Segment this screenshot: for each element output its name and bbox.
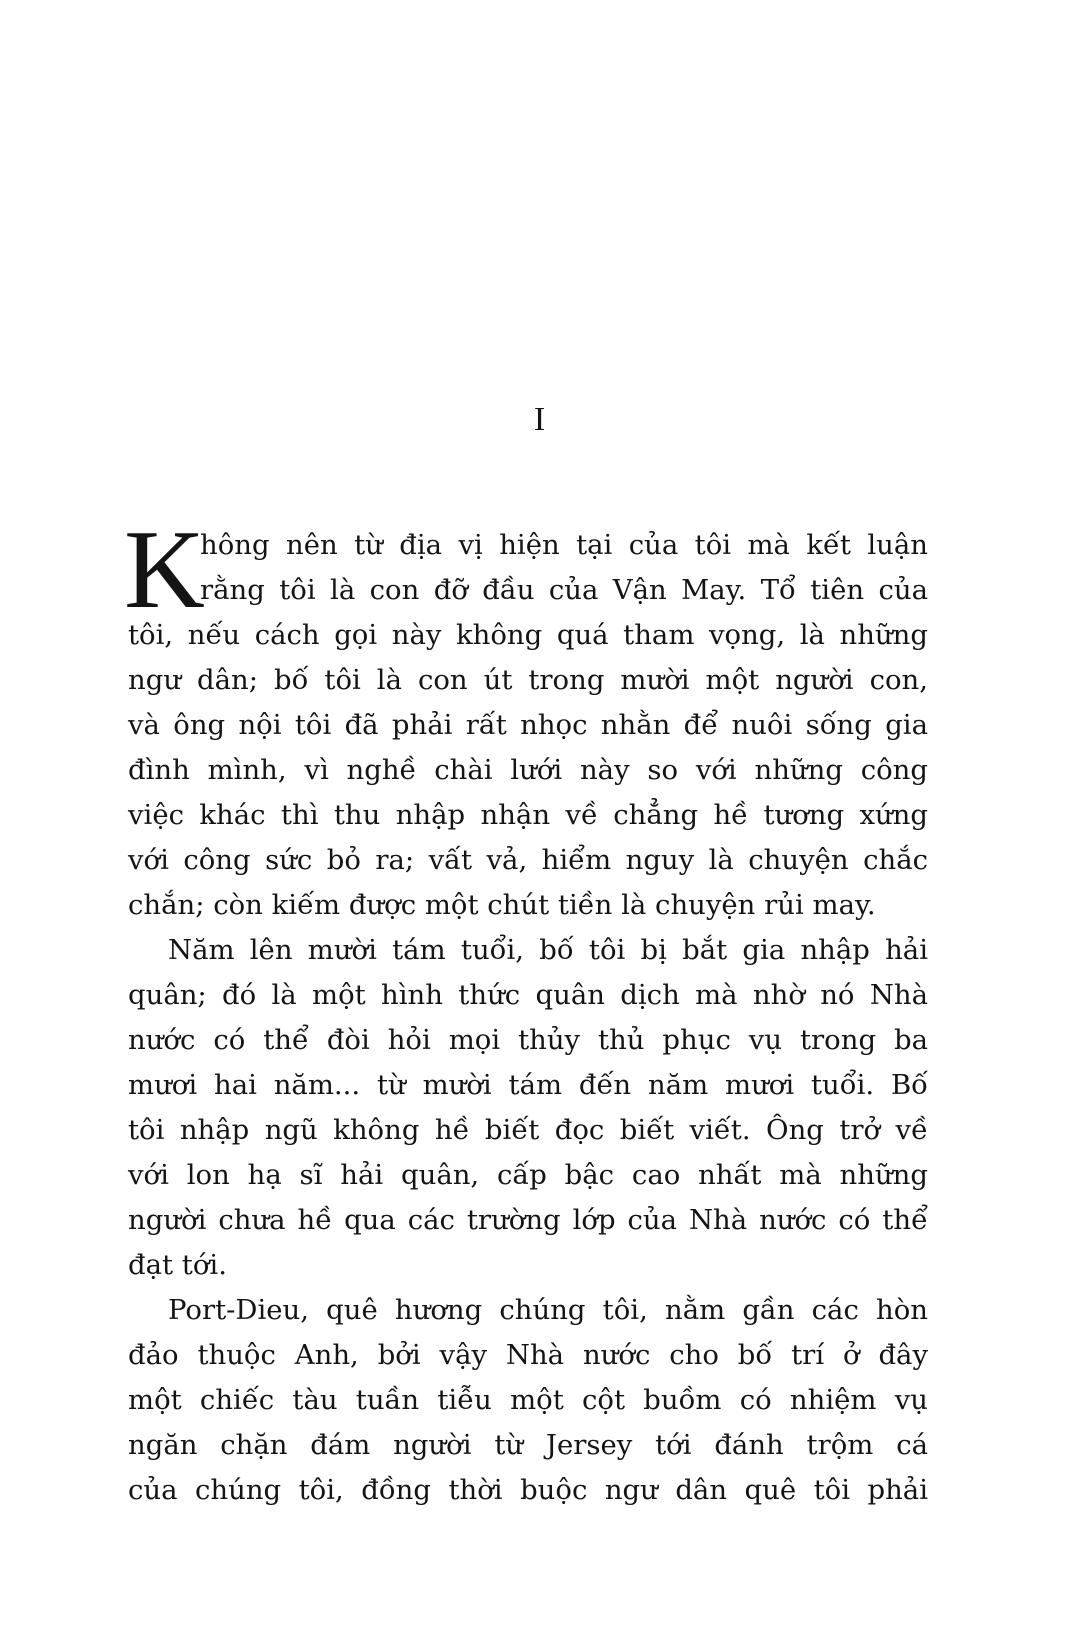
paragraph-2: [128, 928, 928, 1288]
text-line: của chúng tôi, đồng thời buộc ngư dân quê tôi phải: [128, 1474, 928, 1506]
text-line: hông nên từ địa vị hiện tại của tôi mà kết luận: [200, 529, 928, 561]
text-line: tôi nhập ngũ không hề biết đọc biết viết. Ông trở về: [128, 1114, 928, 1146]
text-line: và ông nội tôi đã phải rất nhọc nhằn để nuôi sống gia: [128, 709, 928, 741]
text-line: ngăn chặn đám người từ Jersey tới đánh trộm cá: [128, 1429, 928, 1461]
text-line: đạt tới.: [128, 1249, 227, 1281]
text-line: ngư dân; bố tôi là con út trong mười một người con,: [128, 664, 928, 696]
text-line: người chưa hề qua các trường lớp của Nhà nước có thể: [128, 1204, 928, 1236]
text-line: tôi, nếu cách gọi này không quá tham vọng, là những: [128, 619, 928, 651]
text-line: Năm lên mười tám tuổi, bố tôi bị bắt gia nhập hải: [168, 934, 928, 966]
text-line: nước có thể đòi hỏi mọi thủy thủ phục vụ trong ba: [128, 1024, 928, 1056]
drop-cap: K: [124, 508, 205, 632]
text-line: việc khác thì thu nhập nhận về chẳng hề tương xứng: [128, 799, 928, 831]
text-line: đình mình, vì nghề chài lưới này so với những công: [128, 754, 928, 786]
text-line: chắn; còn kiếm được một chút tiền là chuyện rủi may.: [128, 889, 876, 921]
text-line: quân; đó là một hình thức quân dịch mà nhờ nó Nhà: [128, 979, 928, 1011]
text-line: một chiếc tàu tuần tiễu một cột buồm có nhiệm vụ: [128, 1384, 928, 1416]
text-line: mươi hai năm... từ mười tám đến năm mươi tuổi. Bố: [128, 1069, 928, 1101]
text-line: với lon hạ sĩ hải quân, cấp bậc cao nhất mà những: [128, 1159, 928, 1191]
paragraph-3: [128, 1288, 928, 1513]
text-line: Port-Dieu, quê hương chúng tôi, nằm gần các hòn: [168, 1294, 928, 1326]
text-line: với công sức bỏ ra; vất vả, hiểm nguy là chuyện chắc: [128, 844, 928, 876]
body-text: [124, 508, 928, 1513]
chapter-heading: I: [533, 401, 546, 438]
text-line: rằng tôi là con đỡ đầu của Vận May. Tổ tiên của: [200, 574, 928, 606]
paragraph-1: [124, 508, 928, 928]
text-line: đảo thuộc Anh, bởi vậy Nhà nước cho bố trí ở đây: [128, 1339, 928, 1371]
